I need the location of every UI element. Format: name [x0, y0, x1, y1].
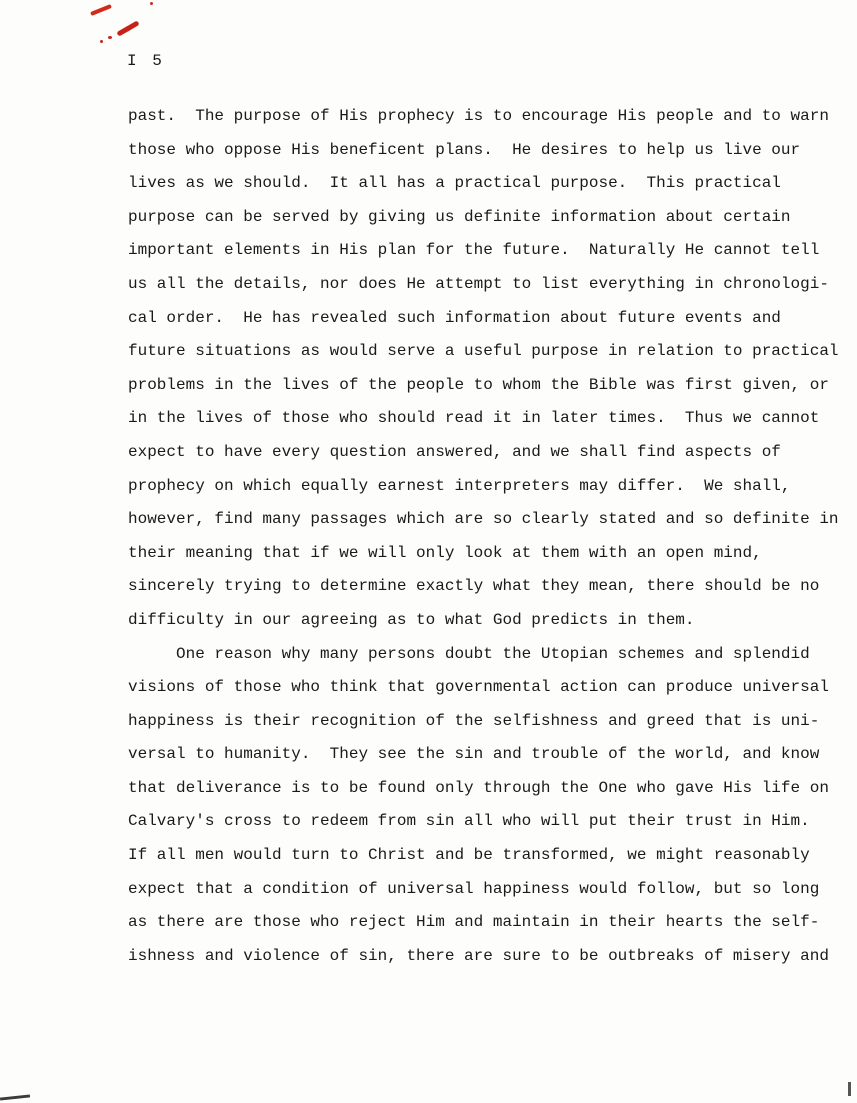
red-ink-dot: [100, 40, 103, 43]
red-pencil-mark: [116, 20, 139, 36]
text-line: however, find many passages which are so clearly stated and so definite in: [128, 510, 839, 529]
scan-edge-mark: [848, 1082, 851, 1096]
text-line: their meaning that if we will only look at them with an open mind,: [128, 543, 762, 562]
red-ink-dot: [150, 2, 153, 5]
text-line: prophecy on which equally earnest interpreters may differ. We shall,: [128, 476, 791, 495]
page-number: I 5: [127, 52, 165, 70]
scan-edge-mark: [0, 1094, 30, 1100]
text-line: important elements in His plan for the future. Naturally He cannot tell: [128, 241, 820, 260]
text-line: sincerely trying to determine exactly what they mean, there should be no: [128, 577, 820, 596]
text-line: future situations as would serve a useful purpose in relation to practical: [128, 342, 839, 361]
paragraph-start-line: One reason why many persons doubt the Utopian schemes and splendid: [128, 644, 810, 663]
text-line: lives as we should. It all has a practical purpose. This practical: [128, 174, 781, 193]
text-line: as there are those who reject Him and maintain in their hearts the self-: [128, 913, 820, 932]
red-ink-dot: [108, 36, 112, 39]
text-line: visions of those who think that governmental action can produce universal: [128, 678, 829, 697]
body-text: [128, 100, 839, 973]
text-line: expect that a condition of universal happiness would follow, but so long: [128, 879, 820, 898]
text-line: expect to have every question answered, and we shall find aspects of: [128, 442, 781, 461]
text-line: ishness and violence of sin, there are sure to be outbreaks of misery and: [128, 946, 829, 965]
red-pencil-mark: [90, 4, 112, 16]
text-line: us all the details, nor does He attempt to list everything in chronologi-: [128, 274, 829, 293]
text-line: versal to humanity. They see the sin and trouble of the world, and know: [128, 745, 820, 764]
text-line: problems in the lives of the people to whom the Bible was first given, or: [128, 375, 829, 394]
text-line: happiness is their recognition of the selfishness and greed that is uni-: [128, 711, 820, 730]
text-line: Calvary's cross to redeem from sin all who will put their trust in Him.: [128, 812, 810, 831]
text-line: If all men would turn to Christ and be transformed, we might reasonably: [128, 846, 810, 865]
text-line: that deliverance is to be found only through the One who gave His life on: [128, 778, 829, 797]
text-line: those who oppose His beneficent plans. He desires to help us live our: [128, 140, 801, 159]
text-line: in the lives of those who should read it in later times. Thus we cannot: [128, 409, 820, 428]
text-line: cal order. He has revealed such information about future events and: [128, 308, 781, 327]
text-line: difficulty in our agreeing as to what God predicts in them.: [128, 610, 695, 629]
text-line: past. The purpose of His prophecy is to encourage His people and to warn: [128, 107, 829, 125]
text-line: purpose can be served by giving us definite information about certain: [128, 207, 791, 226]
